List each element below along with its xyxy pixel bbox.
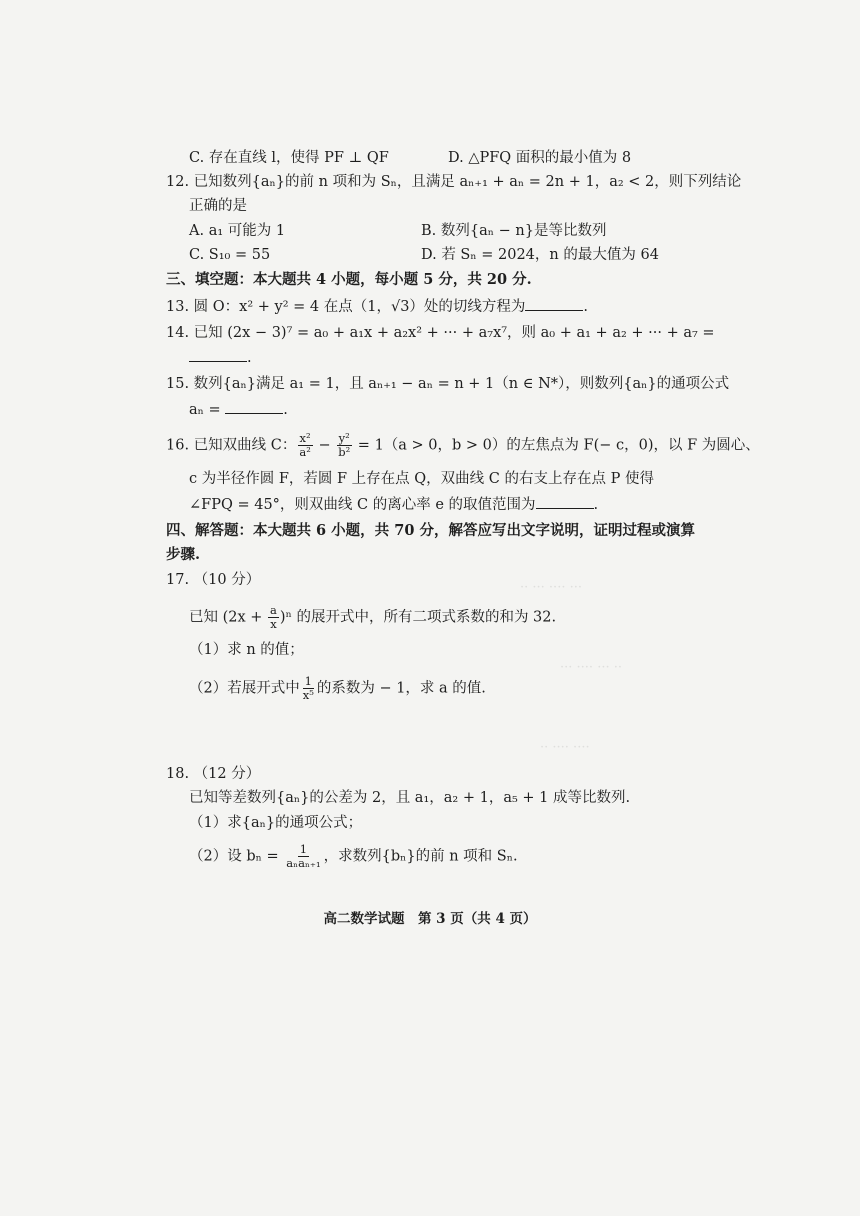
section-heading-solutions: 四、解答题：本大题共 6 小题，共 70 分，解答应写出文字说明，证明过程或演算 bbox=[166, 522, 695, 539]
numerator: x² bbox=[299, 431, 311, 445]
q11-option-d: D. △PFQ 面积的最小值为 8 bbox=[448, 150, 632, 166]
bleed-through: ··· ···· ··· ·· bbox=[560, 660, 622, 675]
answer-blank bbox=[525, 296, 583, 311]
page-footer: 高二数学试题 第 3 页（共 4 页） bbox=[323, 911, 537, 927]
q12-stem: 12. 已知数列{aₙ}的前 n 项和为 Sₙ，且满足 aₙ₊₁ + aₙ = 2n + 1，a₂ < 2，则下列结论 bbox=[166, 174, 742, 190]
fraction-1-x5 bbox=[301, 675, 316, 702]
q13 bbox=[166, 296, 588, 317]
q11-option-c: C. 存在直线 l，使得 PF ⊥ QF bbox=[189, 150, 389, 166]
q14: 14. 已知 (2x − 3)⁷ = a₀ + a₁x + a₂x² + ··· + a₇x⁷，则 a₀ + a₁ + a₂ + ··· + a₇ = bbox=[166, 325, 715, 341]
q17-stem-post: )ⁿ 的展开式中，所有二项式系数的和为 32. bbox=[279, 609, 557, 626]
q12-option-a: A. a₁ 可能为 1 bbox=[189, 223, 286, 239]
numerator: a bbox=[270, 603, 277, 617]
q18-part2 bbox=[189, 843, 518, 870]
q13-text: 13. 圆 O：x² + y² = 4 在点（1，√3）处的切线方程为 bbox=[166, 299, 526, 315]
q15-end: . bbox=[283, 402, 288, 418]
answer-blank bbox=[225, 399, 283, 414]
denominator: a² bbox=[299, 445, 311, 459]
q17-part1: （1）求 n 的值； bbox=[189, 642, 304, 658]
q14-end: . bbox=[247, 350, 252, 366]
answer-blank bbox=[189, 347, 247, 362]
q16-pre: 16. 已知双曲线 C： bbox=[166, 437, 297, 454]
denominator: x bbox=[270, 617, 277, 631]
q16-end: . bbox=[593, 497, 599, 513]
q16-line3-text: ∠FPQ = 45°，则双曲线 C 的离心率 e 的取值范围为 bbox=[189, 497, 536, 513]
section-heading-solutions-cont: 步骤. bbox=[166, 546, 201, 563]
q14-answer-line bbox=[189, 347, 252, 368]
q18-part2-pre: （2）设 bₙ = bbox=[189, 848, 284, 865]
denominator: aₙaₙ₊₁ bbox=[286, 856, 321, 870]
numerator: 1 bbox=[299, 842, 308, 856]
fraction-1-anan1 bbox=[284, 843, 322, 870]
q15-line2: aₙ = bbox=[189, 402, 221, 418]
q16-post: = 1（a > 0，b > 0）的左焦点为 F(− c，0)，以 F 为圆心、 bbox=[353, 437, 760, 454]
numerator: 1 bbox=[304, 674, 312, 688]
fraction-x2-a2 bbox=[297, 432, 312, 459]
fraction-a-x bbox=[268, 604, 279, 631]
bleed-through: ·· ···· ···· bbox=[540, 740, 590, 755]
q12-option-c: C. S₁₀ = 55 bbox=[189, 247, 271, 263]
q12-option-d: D. 若 Sₙ = 2024，n 的最大值为 64 bbox=[421, 247, 659, 263]
section-heading-fill-in: 三、填空题：本大题共 4 小题，每小题 5 分，共 20 分. bbox=[166, 271, 532, 288]
q12-stem-cont: 正确的是 bbox=[189, 198, 247, 214]
q17-header: 17. （10 分） bbox=[166, 572, 261, 588]
q16-line2: c 为半径作圆 F，若圆 F 上存在点 Q，双曲线 C 的右支上存在点 P 使得 bbox=[189, 471, 654, 487]
q15: 15. 数列{aₙ}满足 a₁ = 1，且 aₙ₊₁ − aₙ = n + 1（n ∈ N*），则数列{aₙ}的通项公式 bbox=[166, 376, 730, 392]
q12-option-b: B. 数列{aₙ − n}是等比数列 bbox=[421, 223, 607, 239]
q15-answer-line bbox=[189, 399, 288, 420]
bleed-through: ·· ··· ···· ··· bbox=[520, 580, 582, 595]
q18-part2-post: ，求数列{bₙ}的前 n 项和 Sₙ. bbox=[323, 848, 518, 865]
q18-stem: 已知等差数列{aₙ}的公差为 2，且 a₁，a₂ + 1，a₅ + 1 成等比数列. bbox=[189, 790, 631, 806]
q16-line3 bbox=[189, 494, 598, 515]
q18-part1: （1）求{aₙ}的通项公式； bbox=[189, 815, 363, 831]
minus-sign: − bbox=[313, 437, 336, 454]
numerator: y² bbox=[338, 431, 350, 445]
q13-end: . bbox=[583, 299, 589, 315]
q17-stem-pre: 已知 (2x + bbox=[189, 609, 268, 626]
q16 bbox=[166, 432, 760, 459]
q17-part2-post: 的系数为 − 1，求 a 的值. bbox=[316, 680, 486, 697]
q17-stem bbox=[189, 604, 556, 631]
denominator: x⁵ bbox=[302, 688, 314, 702]
answer-blank bbox=[536, 494, 594, 509]
denominator: b² bbox=[338, 445, 351, 459]
q17-part2-pre: （2）若展开式中 bbox=[189, 680, 300, 697]
q17-part2 bbox=[189, 675, 486, 702]
fraction-y2-b2 bbox=[336, 432, 352, 459]
q18-header: 18. （12 分） bbox=[166, 766, 261, 782]
